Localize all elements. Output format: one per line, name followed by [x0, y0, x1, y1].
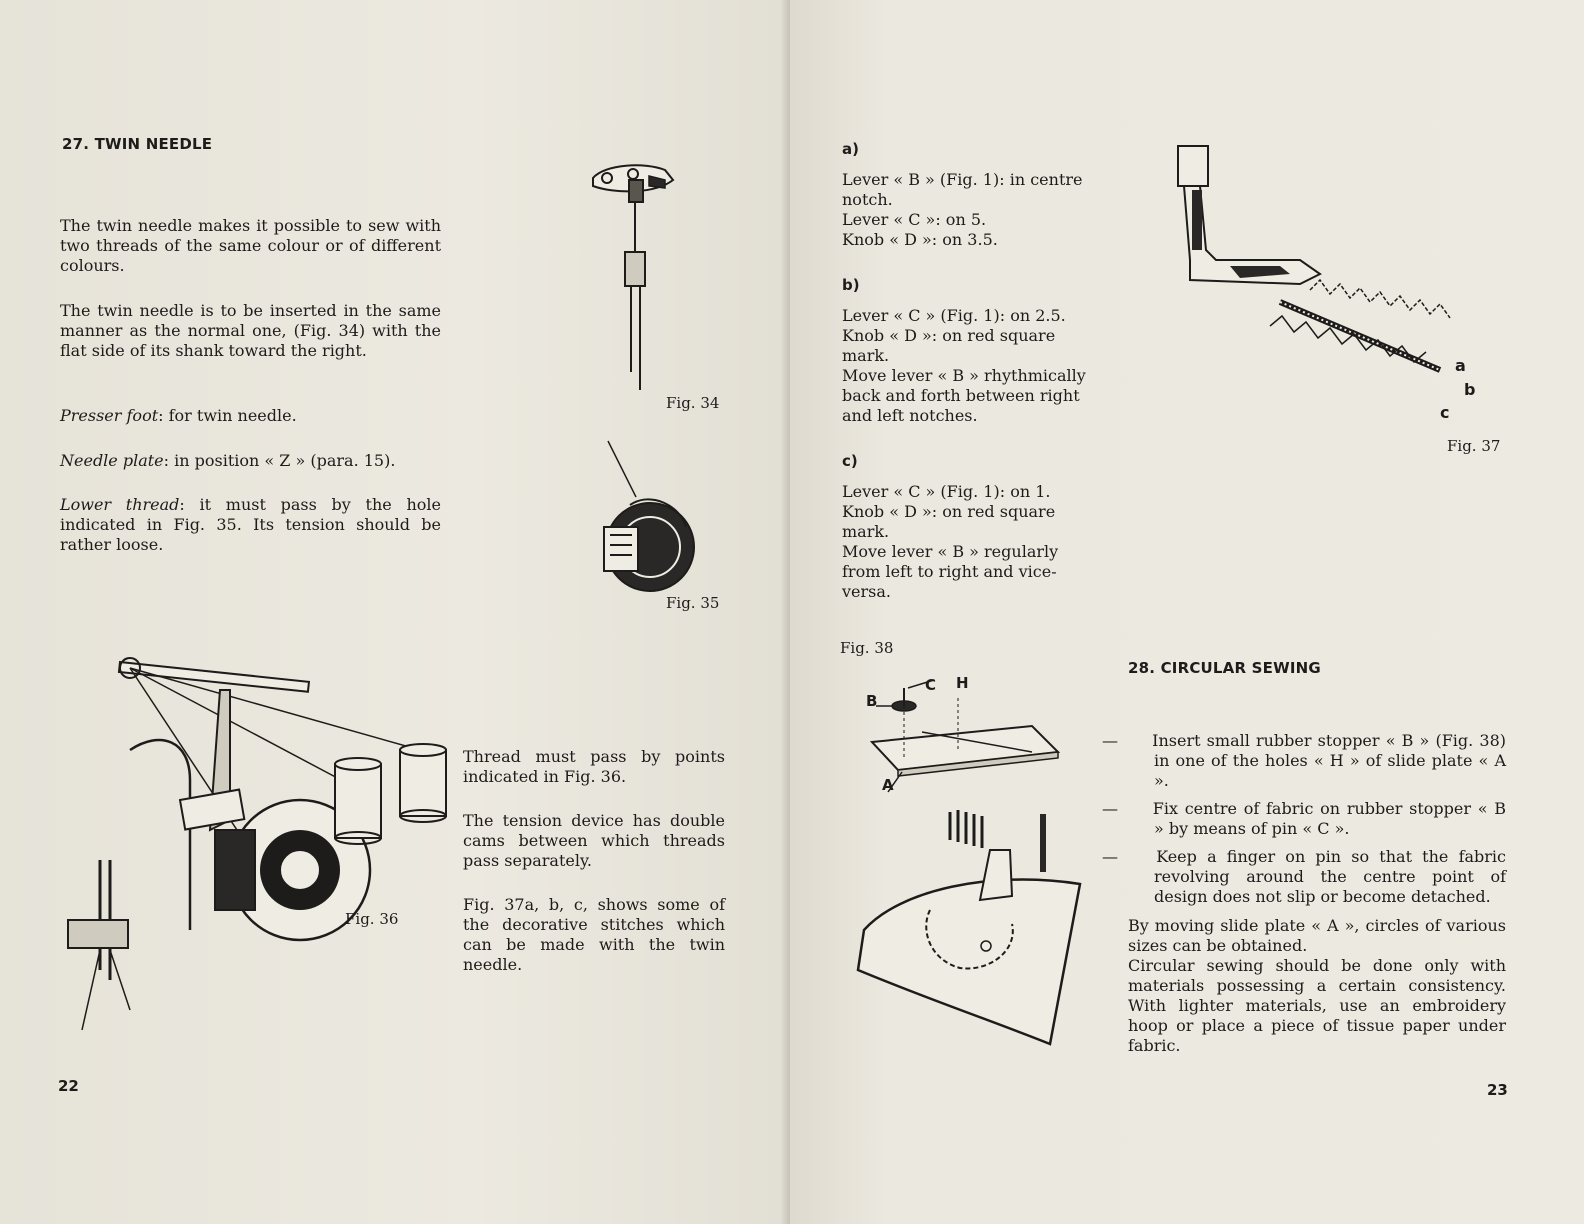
figure-36-caption: Fig. 36 — [345, 910, 399, 928]
page-number-right: 23 — [1487, 1081, 1508, 1099]
setting-c-line: Knob « D »: on red square — [842, 502, 1056, 521]
setting-b-line: mark. — [842, 346, 890, 365]
setting-b-line: back and forth between right — [842, 386, 1080, 405]
paragraph-circular-materials: Circular sewing should be done only with materials possessing a certain consistency. With lighter materials, use an embroidery hoop or place a piece of tissue paper under fabric. — [1128, 956, 1506, 1055]
bullet-text: Keep a finger on pin so that the fabric revolving around the centre point of design does not slip or become detached. — [1154, 847, 1506, 906]
needle-plate-label: Needle plate — [60, 451, 164, 470]
setting-b-line: Lever « C » (Fig. 1): on 2.5. — [842, 306, 1066, 325]
setting-c-line: Move lever « B » regularly — [842, 542, 1059, 561]
circular-sewing-illustration — [840, 800, 1100, 1050]
paragraph-twin-needle-intro: The twin needle makes it possible to sew with two threads of the same colour or of different colours. — [60, 216, 441, 275]
bullet-dash: — — [1102, 731, 1118, 750]
setting-a-line: Knob « D »: on 3.5. — [842, 230, 998, 249]
twin-needle-illustration — [585, 160, 685, 400]
setting-a-line: notch. — [842, 190, 893, 209]
needle-plate-text: : in position « Z » (para. 15). — [163, 451, 396, 470]
bullet-dash: — — [1102, 799, 1118, 818]
figure-38-label-c: C — [925, 676, 937, 694]
section-heading-circular-sewing: 28. CIRCULAR SEWING — [1128, 659, 1321, 677]
bullet-list — [1102, 731, 1506, 907]
setting-b-line: Move lever « B » rhythmically — [842, 366, 1086, 385]
setting-b-line: Knob « D »: on red square — [842, 326, 1056, 345]
decorative-stitch-illustration — [1170, 140, 1490, 430]
paragraph-slide-plate: By moving slide plate « A », circles of various sizes can be obtained. — [1128, 916, 1506, 955]
bullet-text: Insert small rubber stopper « B » (Fig. 38) in one of the holes « H » of slide plate « A ». — [1152, 731, 1506, 790]
setting-c-label: c) — [842, 452, 858, 470]
paragraph-thread-path: Thread must pass by points indicated in Fig. 36. — [463, 747, 725, 786]
figure-38-label-h: H — [956, 674, 969, 692]
bullet-dash: — — [1102, 847, 1118, 866]
setting-a-line: Lever « C »: on 5. — [842, 210, 987, 229]
figure-38-label-b: B — [866, 692, 878, 710]
bullet-item — [1102, 847, 1506, 907]
lower-thread-label: Lower thread — [60, 495, 180, 514]
bullet-item — [1102, 799, 1506, 839]
presser-foot-label: Presser foot — [60, 406, 159, 425]
setting-b-line: and left notches. — [842, 406, 978, 425]
paragraph-presser-foot — [60, 406, 441, 426]
setting-c-block — [842, 482, 1107, 602]
setting-b-block — [842, 306, 1107, 426]
figure-37-label-a: a — [1455, 356, 1466, 375]
paragraph-lower-thread — [60, 495, 441, 555]
figure-34-caption: Fig. 34 — [666, 394, 720, 412]
right-page — [790, 0, 1584, 1224]
setting-c-line: from left to right and vice- — [842, 562, 1057, 581]
setting-c-line: Lever « C » (Fig. 1): on 1. — [842, 482, 1051, 501]
setting-a-line: Lever « B » (Fig. 1): in centre — [842, 170, 1083, 189]
page-number-left: 22 — [58, 1077, 79, 1095]
bullet-item — [1102, 731, 1506, 791]
figure-35-caption: Fig. 35 — [666, 594, 720, 612]
setting-a-label: a) — [842, 140, 859, 158]
setting-c-line: mark. — [842, 522, 890, 541]
paragraph-decorative-stitches: Fig. 37a, b, c, shows some of the decorative stitches which can be made with the twin needle. — [463, 895, 725, 974]
bobbin-case-illustration — [590, 435, 700, 595]
setting-b-label: b) — [842, 276, 860, 294]
presser-foot-text: : for twin needle. — [158, 406, 297, 425]
paragraph-needle-plate — [60, 451, 441, 471]
setting-a-block — [842, 170, 1107, 250]
figure-37-label-c: c — [1440, 403, 1450, 422]
thread-path-illustration — [60, 650, 460, 1050]
left-page — [0, 0, 790, 1224]
figure-37-label-b: b — [1464, 380, 1476, 399]
figure-38-label-a: A — [882, 776, 894, 794]
figure-38-caption: Fig. 38 — [840, 639, 894, 657]
bullet-text: Fix centre of fabric on rubber stopper « B » by means of pin « C ». — [1152, 799, 1506, 838]
section-heading-twin-needle: 27. TWIN NEEDLE — [62, 135, 213, 153]
figure-37-caption: Fig. 37 — [1447, 437, 1501, 455]
paragraph-insertion: The twin needle is to be inserted in the same manner as the normal one, (Fig. 34) with the flat side of its shank toward the right. — [60, 301, 441, 360]
lower-thread-text: : it must pass by the hole indicated in Fig. 35. Its tension should be rather loose. — [60, 495, 441, 554]
setting-c-line: versa. — [842, 582, 891, 601]
paragraph-tension-device: The tension device has double cams between which threads pass separately. — [463, 811, 725, 870]
